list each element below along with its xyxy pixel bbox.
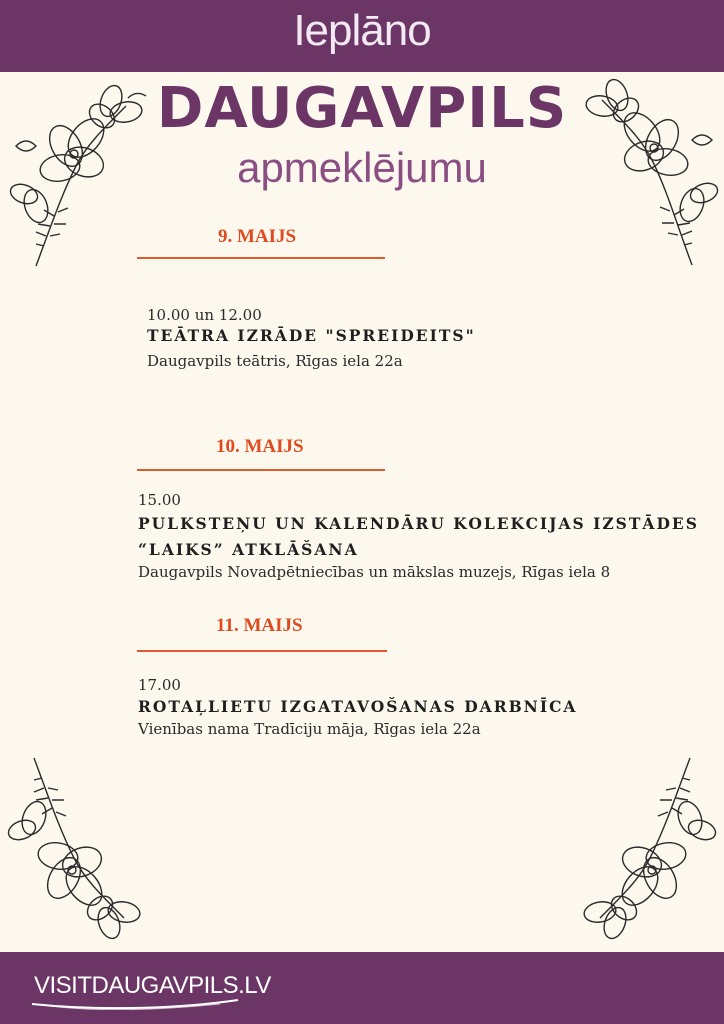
logo-swoosh-icon	[30, 996, 240, 1010]
flower-cluster-icon	[6, 76, 156, 276]
event-title: ROTAĻLIETU IZGATAVOŠANAS DARBNĪCA	[138, 697, 578, 716]
event-location: Daugavpils Novadpētniecības un mākslas muzejs, Rīgas iela 8	[138, 563, 611, 581]
event-location: Daugavpils teātris, Rīgas iela 22a	[147, 352, 403, 370]
event-time: 17.00	[138, 676, 181, 694]
header-kicker: Ieplāno	[293, 6, 431, 55]
date-divider	[137, 257, 385, 259]
event-time: 15.00	[138, 491, 181, 509]
date-divider	[137, 650, 387, 652]
event-title-line2: “LAIKS” ATKLĀŠANA	[138, 540, 359, 559]
flower-cluster-icon	[4, 752, 154, 948]
date-heading: 9. MAIJS	[218, 226, 297, 247]
page-subtitle: apmeklējumu	[237, 144, 487, 191]
date-heading: 10. MAIJS	[216, 436, 304, 457]
date-divider	[137, 469, 385, 471]
brand-logo-text: VISITDAUGAVPILS.LV	[34, 972, 271, 999]
flower-cluster-icon	[572, 70, 722, 275]
event-time: 10.00 un 12.00	[147, 306, 262, 324]
page-title: DAUGAVPILS	[156, 76, 568, 141]
event-location: Vienības nama Tradīciju māja, Rīgas iela 22a	[138, 720, 481, 738]
event-title: PULKSTEŅU UN KALENDĀRU KOLEKCIJAS IZSTĀDES	[138, 514, 699, 533]
flower-cluster-icon	[570, 752, 720, 948]
date-heading: 11. MAIJS	[216, 615, 303, 636]
header-band	[0, 0, 724, 72]
event-title: TEĀTRA IZRĀDE "SPREIDEITS"	[147, 326, 476, 345]
